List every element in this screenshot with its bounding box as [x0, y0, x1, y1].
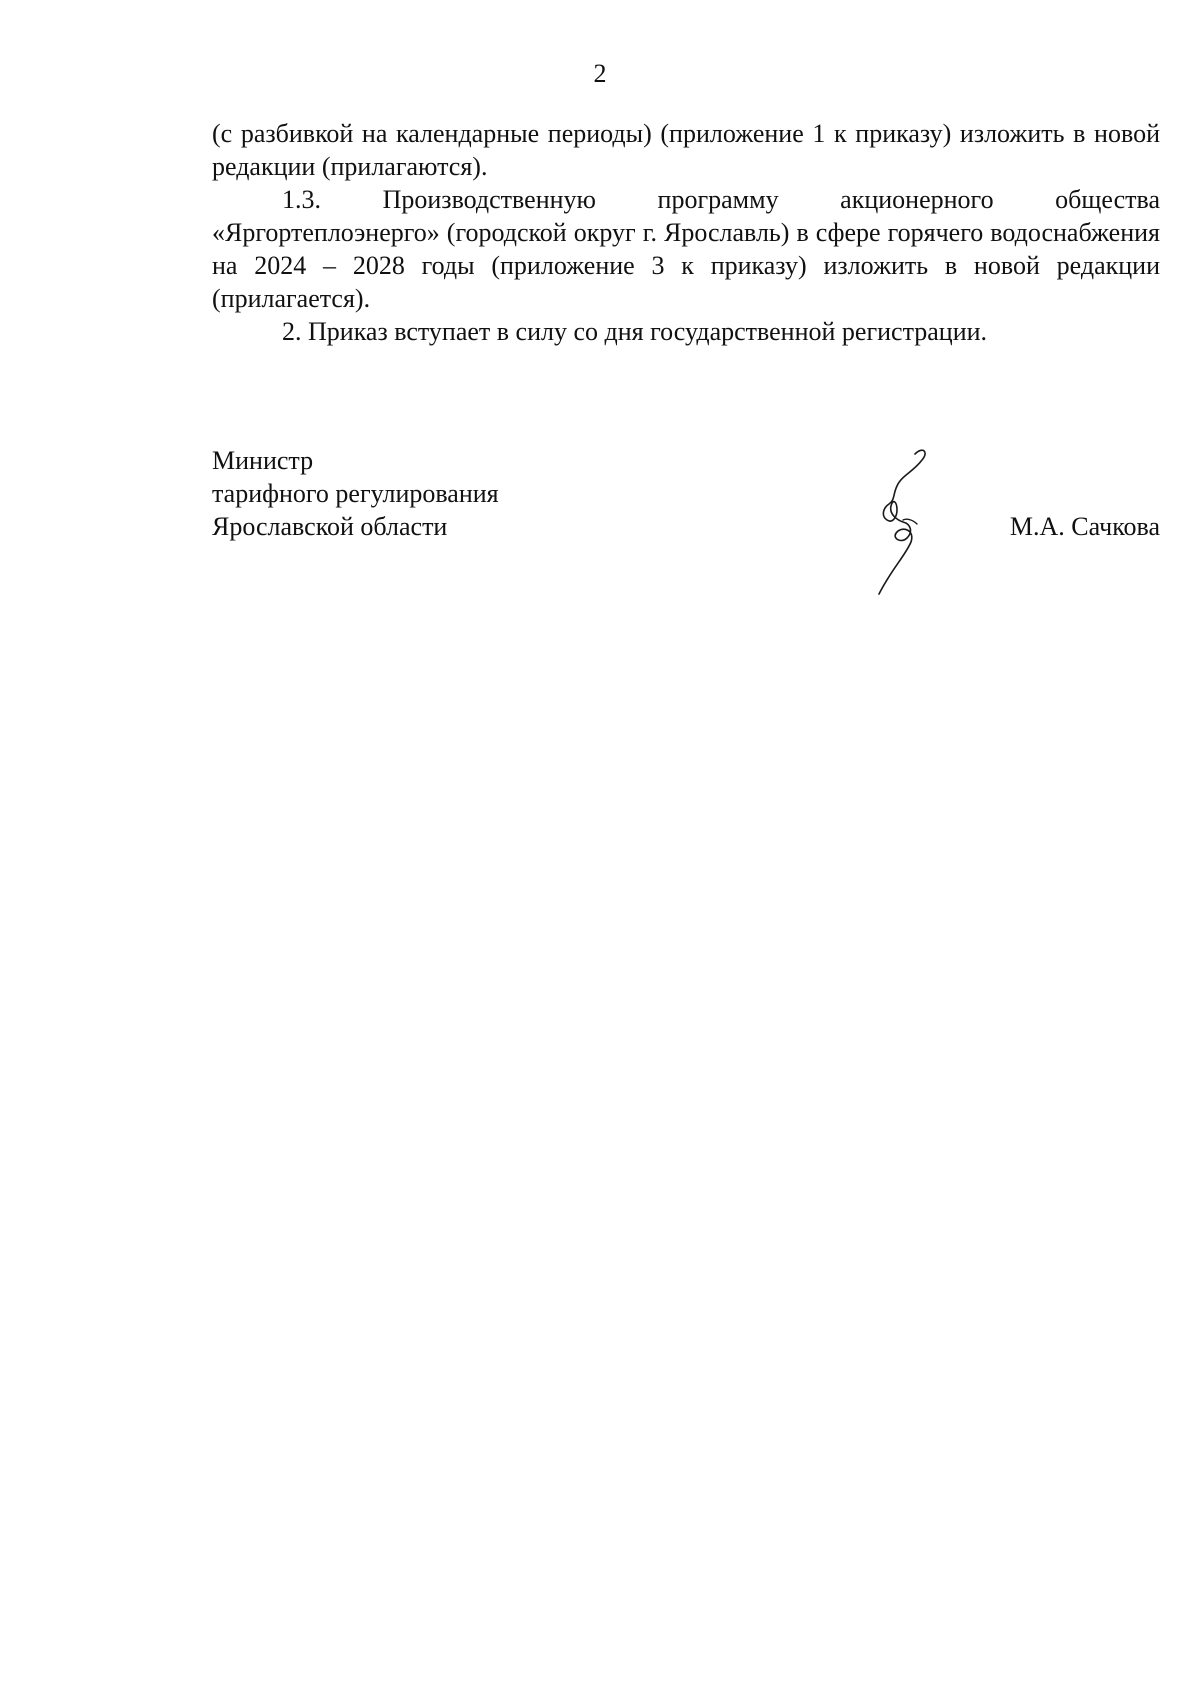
- signatory-title-line: тарифного регулирования: [212, 479, 499, 508]
- paragraph-continuation: (с разбивкой на календарные периоды) (приложение 1 к приказу) изложить в новой редакции (прилагаются).: [212, 119, 1160, 181]
- signatory-title-line: Министр: [212, 446, 314, 475]
- signature-block: [212, 444, 1160, 624]
- handwritten-signature: [867, 446, 957, 596]
- page-number: 2: [593, 59, 607, 88]
- document-body: [212, 117, 1160, 348]
- signatory-title: [212, 444, 499, 543]
- paragraph-item-1-3: 1.3. Производственную программу акционерного общества «Яргортеплоэнерго» (городской округ г. Ярославль) в сфере горячего водоснабжения на 2024 – 2028 годы (приложение 3 к приказу) изложить в новой редакции (прилагается).: [212, 185, 1160, 313]
- signatory-name: М.А. Сачкова: [1009, 512, 1160, 541]
- paragraph-item-2: 2. Приказ вступает в силу со дня государственной регистрации.: [282, 317, 988, 346]
- signatory-title-line: Ярославской области: [212, 512, 448, 541]
